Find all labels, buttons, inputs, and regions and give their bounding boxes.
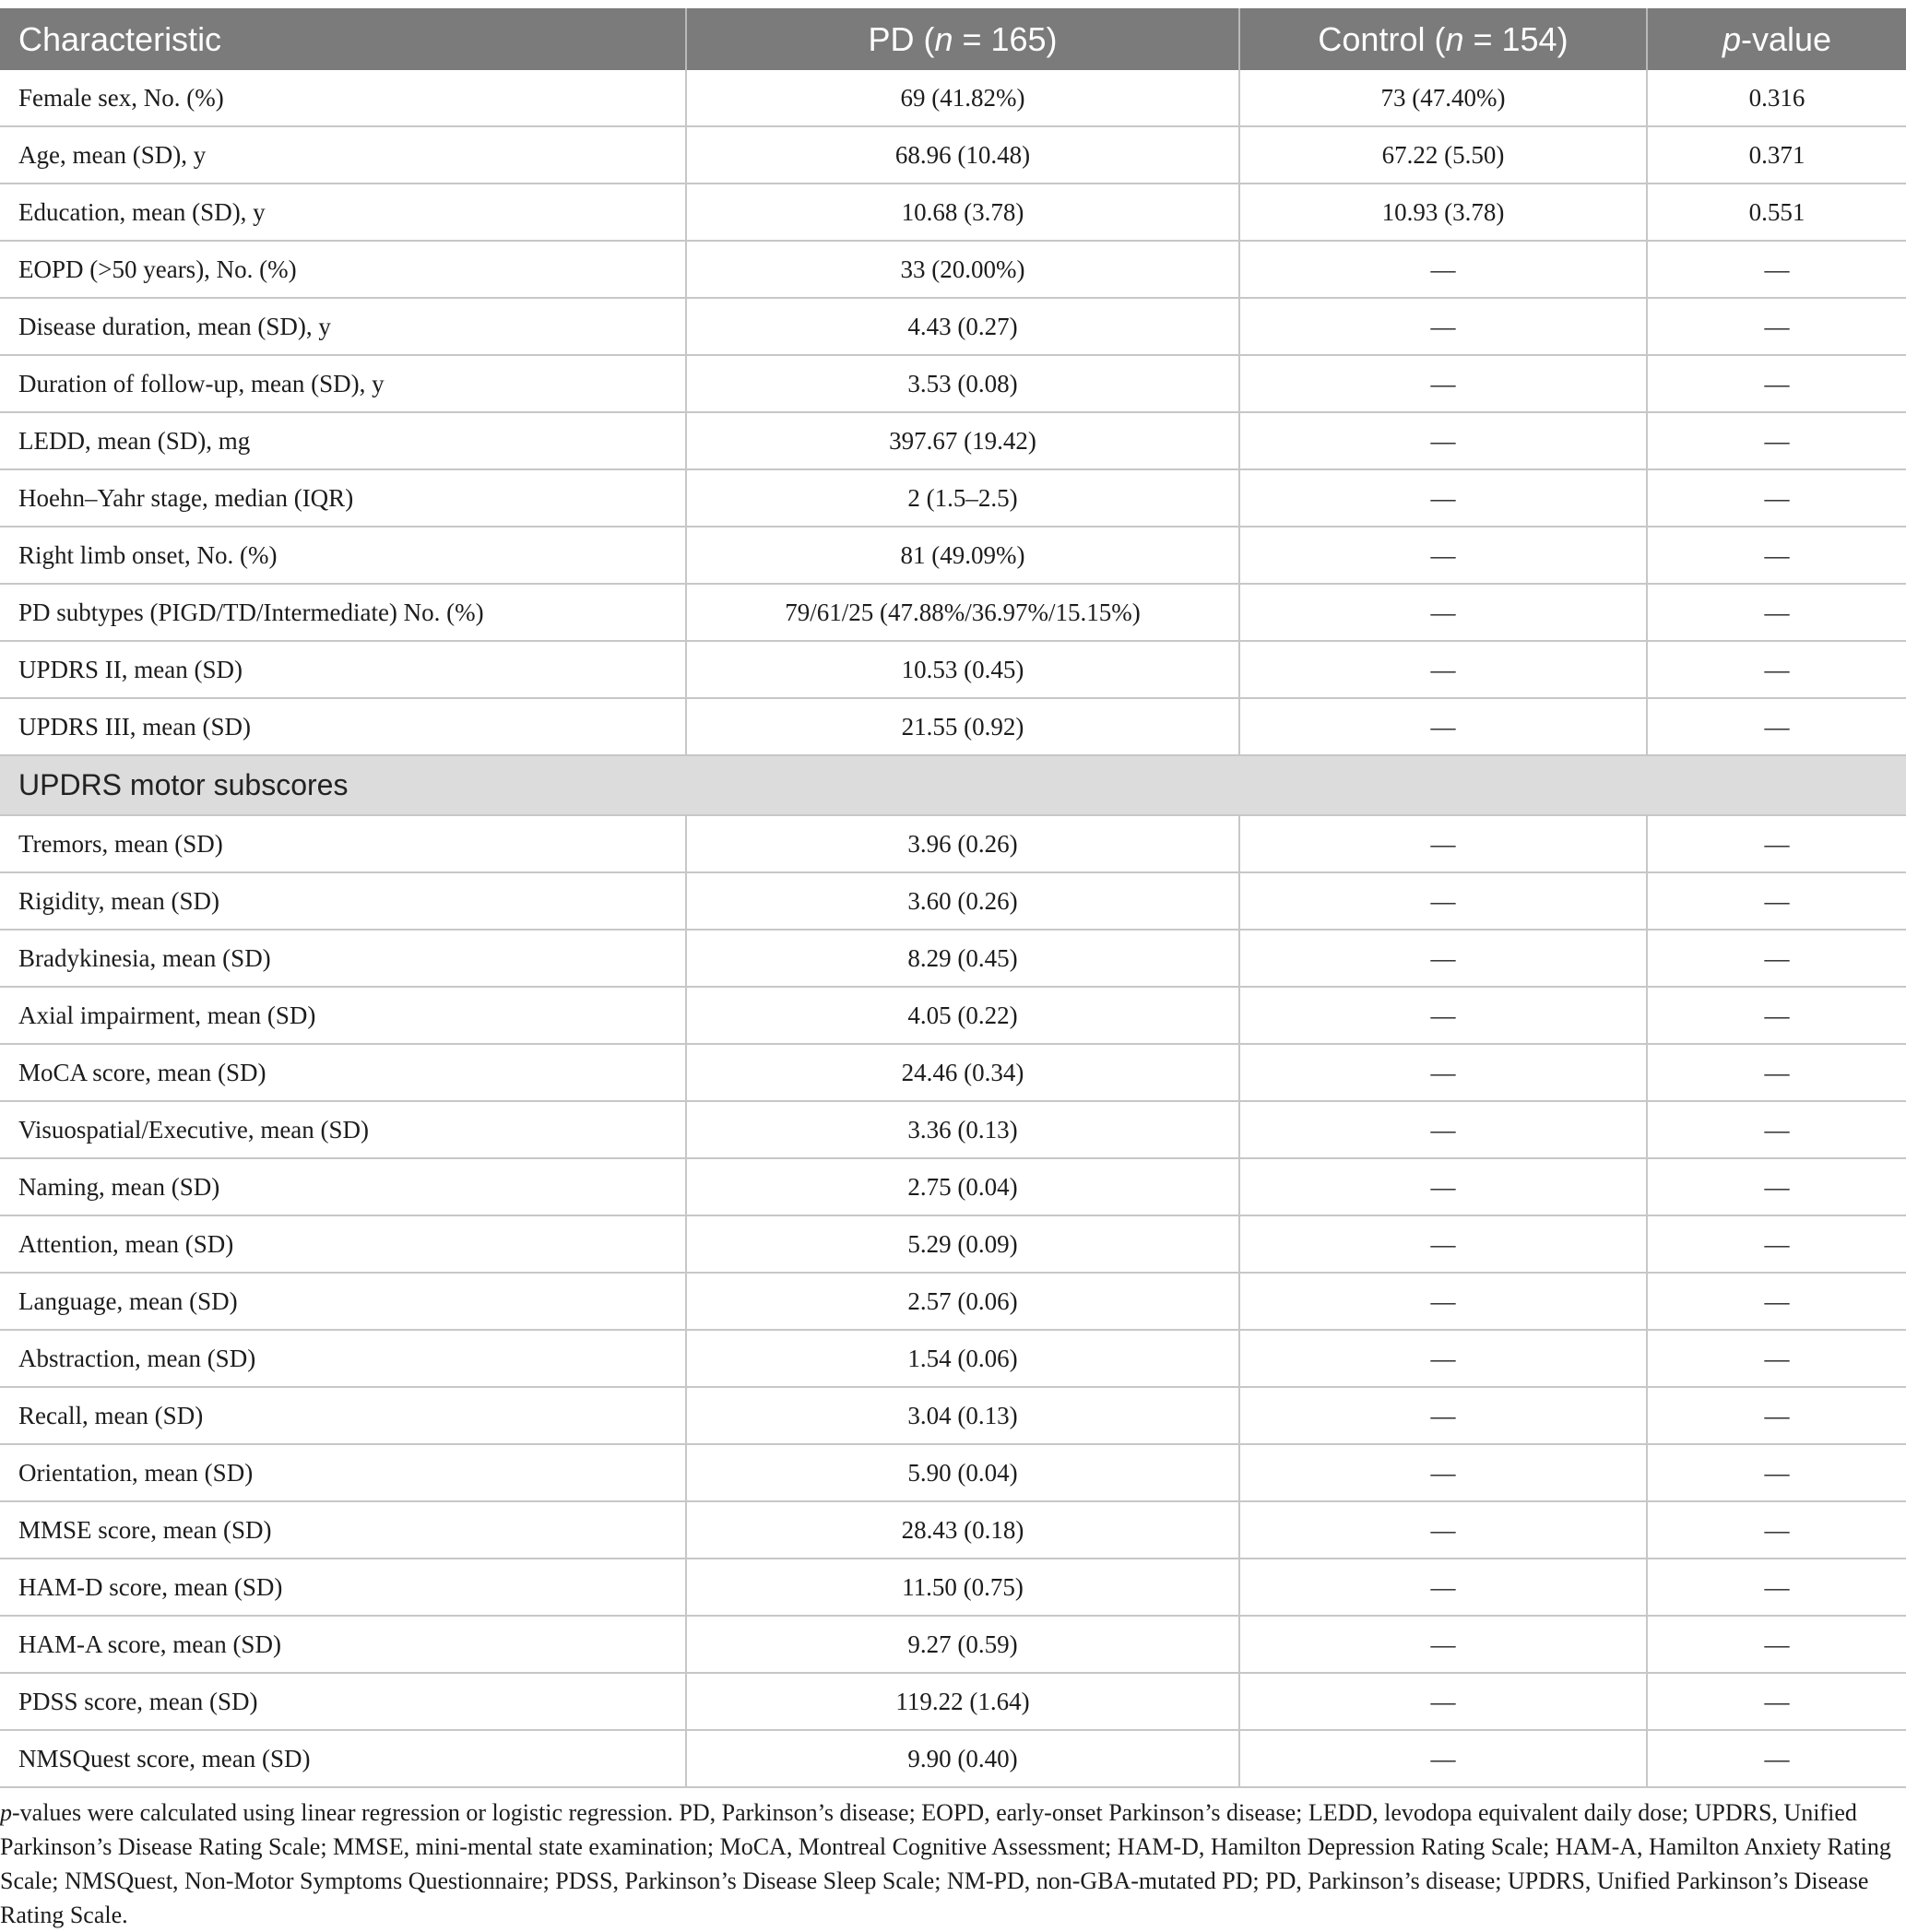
- table-row: [0, 1444, 1906, 1501]
- cell-p-value: —: [1647, 527, 1906, 584]
- table-row: [0, 815, 1906, 872]
- cell-p-value: —: [1647, 298, 1906, 355]
- cell-characteristic: Hoehn–Yahr stage, median (IQR): [0, 469, 686, 527]
- cell-p-value: —: [1647, 1616, 1906, 1673]
- header-text: PD (: [868, 19, 935, 58]
- cell-control: —: [1239, 241, 1647, 298]
- cell-control: —: [1239, 1273, 1647, 1330]
- cell-pd: 5.90 (0.04): [686, 1444, 1239, 1501]
- cell-pd: 3.60 (0.26): [686, 872, 1239, 930]
- cell-p-value: —: [1647, 1158, 1906, 1215]
- cell-p-value: —: [1647, 469, 1906, 527]
- cell-characteristic: PD subtypes (PIGD/TD/Intermediate) No. (%): [0, 584, 686, 641]
- cell-control: —: [1239, 1730, 1647, 1787]
- cell-p-value: —: [1647, 412, 1906, 469]
- cell-pd: 397.67 (19.42): [686, 412, 1239, 469]
- cell-p-value: —: [1647, 1101, 1906, 1158]
- cell-characteristic: Age, mean (SD), y: [0, 126, 686, 184]
- header-italic: p: [1722, 19, 1741, 58]
- table-row: [0, 1616, 1906, 1673]
- header-control: [1239, 8, 1647, 70]
- cell-pd: 10.68 (3.78): [686, 184, 1239, 241]
- cell-pd: 2.75 (0.04): [686, 1158, 1239, 1215]
- table-row: [0, 126, 1906, 184]
- table-row: [0, 1387, 1906, 1444]
- table-row: [0, 1730, 1906, 1787]
- cell-pd: 3.36 (0.13): [686, 1101, 1239, 1158]
- cell-p-value: —: [1647, 815, 1906, 872]
- cell-characteristic: MoCA score, mean (SD): [0, 1044, 686, 1101]
- table-row: [0, 1215, 1906, 1273]
- cell-p-value: —: [1647, 698, 1906, 755]
- cell-characteristic: UPDRS III, mean (SD): [0, 698, 686, 755]
- table-row: [0, 184, 1906, 241]
- footnote-text: -values were calculated using linear regression or logistic regression. PD, Parkinson’s disease; EOPD, early-onset Parkinson’s disease; LEDD, levodopa equivalent daily dose; UPDRS, Unified Parkinson’s Disease Rating Scale; MMSE, mini-mental state examination; MoCA, Montreal Cognitive Assessment; HAM-D, Hamilton Depression Rating Scale; HAM-A, Hamilton Anxiety Rating Scale; NMSQuest, Non-Motor Symptoms Questionnaire; PDSS, Parkinson’s Disease Sleep Scale; NM-PD, non-GBA-mutated PD; PD, Parkinson’s disease; UPDRS, Unified Parkinson’s Disease Rating Scale.: [0, 1799, 1891, 1928]
- cell-p-value: —: [1647, 1330, 1906, 1387]
- cell-control: —: [1239, 1044, 1647, 1101]
- cell-characteristic: Axial impairment, mean (SD): [0, 987, 686, 1044]
- cell-characteristic: Visuospatial/Executive, mean (SD): [0, 1101, 686, 1158]
- cell-characteristic: UPDRS II, mean (SD): [0, 641, 686, 698]
- cell-pd: 3.53 (0.08): [686, 355, 1239, 412]
- section-row: [0, 755, 1906, 815]
- cell-control: —: [1239, 641, 1647, 698]
- cell-characteristic: Abstraction, mean (SD): [0, 1330, 686, 1387]
- header-text: -value: [1740, 19, 1832, 58]
- cell-p-value: —: [1647, 355, 1906, 412]
- cell-control: —: [1239, 298, 1647, 355]
- table-footnote: [0, 1788, 1906, 1932]
- cell-control: —: [1239, 1444, 1647, 1501]
- cell-p-value: —: [1647, 1501, 1906, 1559]
- cell-control: —: [1239, 1673, 1647, 1730]
- cell-p-value: 0.371: [1647, 126, 1906, 184]
- cell-control: —: [1239, 1387, 1647, 1444]
- table-row: [0, 930, 1906, 987]
- cell-control: —: [1239, 1158, 1647, 1215]
- cell-p-value: —: [1647, 1044, 1906, 1101]
- cell-p-value: 0.316: [1647, 70, 1906, 126]
- cell-pd: 11.50 (0.75): [686, 1559, 1239, 1616]
- cell-pd: 4.43 (0.27): [686, 298, 1239, 355]
- cell-pd: 9.90 (0.40): [686, 1730, 1239, 1787]
- cell-p-value: —: [1647, 872, 1906, 930]
- table-body-bottom: [0, 815, 1906, 1787]
- cell-control: —: [1239, 355, 1647, 412]
- header-italic: n: [1445, 19, 1464, 58]
- cell-p-value: —: [1647, 930, 1906, 987]
- cell-pd: 24.46 (0.34): [686, 1044, 1239, 1101]
- cell-pd: 1.54 (0.06): [686, 1330, 1239, 1387]
- cell-pd: 4.05 (0.22): [686, 987, 1239, 1044]
- header-text: Control (: [1318, 19, 1446, 58]
- table-row: [0, 1559, 1906, 1616]
- table-row: [0, 584, 1906, 641]
- cell-characteristic: Rigidity, mean (SD): [0, 872, 686, 930]
- cell-pd: 9.27 (0.59): [686, 1616, 1239, 1673]
- table-row: [0, 1044, 1906, 1101]
- cell-pd: 79/61/25 (47.88%/36.97%/15.15%): [686, 584, 1239, 641]
- cell-characteristic: LEDD, mean (SD), mg: [0, 412, 686, 469]
- cell-p-value: —: [1647, 1673, 1906, 1730]
- header-text: Characteristic: [18, 19, 222, 58]
- cell-control: —: [1239, 930, 1647, 987]
- cell-control: —: [1239, 872, 1647, 930]
- cell-characteristic: PDSS score, mean (SD): [0, 1673, 686, 1730]
- cell-control: —: [1239, 1215, 1647, 1273]
- cell-characteristic: Naming, mean (SD): [0, 1158, 686, 1215]
- cell-control: —: [1239, 584, 1647, 641]
- table-row: [0, 1501, 1906, 1559]
- table-row: [0, 641, 1906, 698]
- cell-characteristic: HAM-D score, mean (SD): [0, 1559, 686, 1616]
- cell-p-value: 0.551: [1647, 184, 1906, 241]
- cell-pd: 2 (1.5–2.5): [686, 469, 1239, 527]
- cell-characteristic: Bradykinesia, mean (SD): [0, 930, 686, 987]
- cell-characteristic: Duration of follow-up, mean (SD), y: [0, 355, 686, 412]
- document-page: [0, 8, 1906, 1932]
- cell-pd: 3.04 (0.13): [686, 1387, 1239, 1444]
- cell-characteristic: Recall, mean (SD): [0, 1387, 686, 1444]
- cell-characteristic: Attention, mean (SD): [0, 1215, 686, 1273]
- table-row: [0, 70, 1906, 126]
- table-row: [0, 698, 1906, 755]
- cell-pd: 8.29 (0.45): [686, 930, 1239, 987]
- cell-pd: 33 (20.00%): [686, 241, 1239, 298]
- cell-control: —: [1239, 412, 1647, 469]
- cell-p-value: —: [1647, 1444, 1906, 1501]
- cell-control: —: [1239, 1501, 1647, 1559]
- cell-control: —: [1239, 1616, 1647, 1673]
- cell-control: 67.22 (5.50): [1239, 126, 1647, 184]
- cell-characteristic: Disease duration, mean (SD), y: [0, 298, 686, 355]
- cell-p-value: —: [1647, 584, 1906, 641]
- footnote-italic: p: [0, 1799, 12, 1826]
- table-row: [0, 987, 1906, 1044]
- cell-characteristic: Tremors, mean (SD): [0, 815, 686, 872]
- cell-control: —: [1239, 698, 1647, 755]
- cell-control: —: [1239, 1559, 1647, 1616]
- cell-characteristic: EOPD (>50 years), No. (%): [0, 241, 686, 298]
- cell-pd: 2.57 (0.06): [686, 1273, 1239, 1330]
- header-text: = 154): [1463, 19, 1569, 58]
- cell-pd: 81 (49.09%): [686, 527, 1239, 584]
- cell-p-value: —: [1647, 1215, 1906, 1273]
- table-section: [0, 755, 1906, 815]
- cell-control: 73 (47.40%): [1239, 70, 1647, 126]
- table-row: [0, 1330, 1906, 1387]
- cell-characteristic: Female sex, No. (%): [0, 70, 686, 126]
- cell-control: —: [1239, 815, 1647, 872]
- cell-characteristic: Language, mean (SD): [0, 1273, 686, 1330]
- cell-pd: 21.55 (0.92): [686, 698, 1239, 755]
- cell-characteristic: Education, mean (SD), y: [0, 184, 686, 241]
- cell-characteristic: HAM-A score, mean (SD): [0, 1616, 686, 1673]
- cell-control: 10.93 (3.78): [1239, 184, 1647, 241]
- table-header-row: [0, 8, 1906, 70]
- table-row: [0, 298, 1906, 355]
- header-pd: [686, 8, 1239, 70]
- cell-control: —: [1239, 469, 1647, 527]
- cell-control: —: [1239, 1330, 1647, 1387]
- cell-p-value: —: [1647, 1387, 1906, 1444]
- table-body-top: [0, 70, 1906, 755]
- header-p-value: [1647, 8, 1906, 70]
- header-characteristic: [0, 8, 686, 70]
- cell-pd: 68.96 (10.48): [686, 126, 1239, 184]
- table-row: [0, 355, 1906, 412]
- cell-p-value: —: [1647, 641, 1906, 698]
- section-label: UPDRS motor subscores: [0, 755, 1906, 815]
- table-row: [0, 469, 1906, 527]
- cell-characteristic: Right limb onset, No. (%): [0, 527, 686, 584]
- table-row: [0, 412, 1906, 469]
- cell-pd: 28.43 (0.18): [686, 1501, 1239, 1559]
- cell-control: —: [1239, 987, 1647, 1044]
- header-text: = 165): [953, 19, 1058, 58]
- table-row: [0, 527, 1906, 584]
- table-row: [0, 1273, 1906, 1330]
- table-row: [0, 241, 1906, 298]
- cell-pd: 119.22 (1.64): [686, 1673, 1239, 1730]
- cell-p-value: —: [1647, 1273, 1906, 1330]
- table-row: [0, 1158, 1906, 1215]
- cell-pd: 10.53 (0.45): [686, 641, 1239, 698]
- cell-p-value: —: [1647, 1559, 1906, 1616]
- cell-p-value: —: [1647, 987, 1906, 1044]
- cell-pd: 5.29 (0.09): [686, 1215, 1239, 1273]
- cell-p-value: —: [1647, 1730, 1906, 1787]
- cell-p-value: —: [1647, 241, 1906, 298]
- table-row: [0, 1101, 1906, 1158]
- cell-pd: 3.96 (0.26): [686, 815, 1239, 872]
- table-row: [0, 1673, 1906, 1730]
- characteristics-table: [0, 8, 1906, 1788]
- cell-control: —: [1239, 1101, 1647, 1158]
- header-italic: n: [934, 19, 953, 58]
- cell-control: —: [1239, 527, 1647, 584]
- cell-pd: 69 (41.82%): [686, 70, 1239, 126]
- cell-characteristic: Orientation, mean (SD): [0, 1444, 686, 1501]
- cell-characteristic: MMSE score, mean (SD): [0, 1501, 686, 1559]
- cell-characteristic: NMSQuest score, mean (SD): [0, 1730, 686, 1787]
- table-row: [0, 872, 1906, 930]
